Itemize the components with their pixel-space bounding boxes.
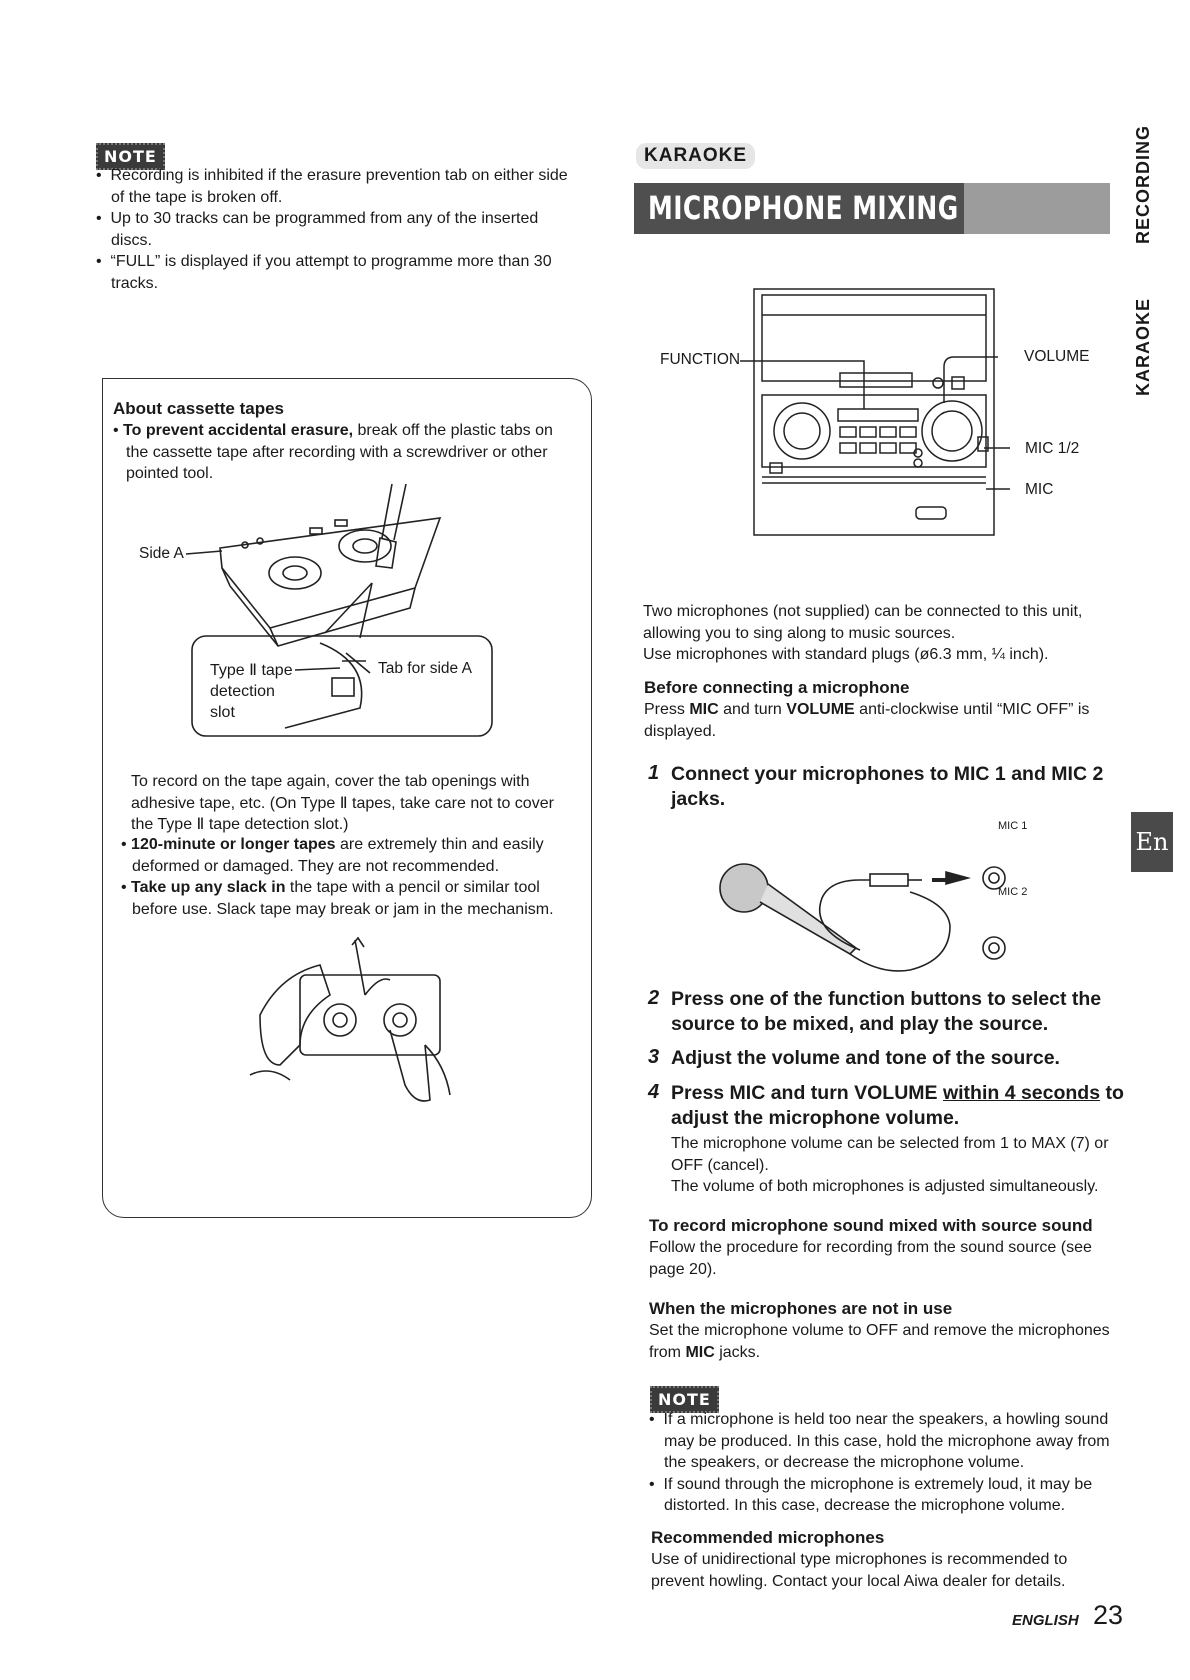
label-volume: VOLUME <box>1024 348 1090 365</box>
step-2: 2 Press one of the function buttons to select the source to be mixed, and play the source. <box>648 987 1102 1035</box>
recommended-mics: Recommended microphones Use of unidirectional type microphones is recommended to prevent howling. Contact your local Aiwa dealer for details. <box>651 1528 1068 1590</box>
record-mixed: To record microphone sound mixed with source sound Follow the procedure for recording from the sound source (see page 20). <box>649 1216 1093 1278</box>
box-items: • 120-minute or longer tapes are extremely thin and easily deformed or damaged. They are not recommended. • Take up any slack in the tape with a pencil or similar tool before use. Slack tape may break or jam in the mechanism. <box>121 836 554 918</box>
hands-cassette-figure <box>240 935 470 1110</box>
page-title: MICROPHONE MIXING <box>648 189 959 227</box>
label-mic1: MIC 1 <box>998 820 1028 832</box>
section-label-karaoke: KARAOKE <box>636 143 755 169</box>
box-paragraph: To record on the tape again, cover the tab openings with adhesive tape, etc. (On Type Ⅱ tapes, take care not to cover the Type Ⅱ tape detection slot.) <box>131 773 554 833</box>
cassette-figure <box>110 478 580 748</box>
box-item-erasure: • To prevent accidental erasure, break off the plastic tabs on the cassette tape after recording with a screwdriver or other pointed tool. <box>113 422 553 482</box>
side-tab-karaoke: KARAOKE <box>1133 298 1153 397</box>
note-badge-left: NOTE <box>96 143 165 170</box>
language-tab: En <box>1131 812 1173 872</box>
label-tab-side-a: Tab for side A <box>378 660 472 677</box>
step-4: 4 Press MIC and turn VOLUME within 4 seconds to adjust the microphone volume. The microphone volume can be selected from 1 to MAX (7) or OFF (cancel). The volume of both microphones is adjusted simultaneously. <box>648 1081 1124 1195</box>
label-mic: MIC <box>1025 481 1054 498</box>
box-title: About cassette tapes <box>113 399 284 418</box>
before-connecting: Before connecting a microphone Press MIC and turn VOLUME anti-clockwise until “MIC OFF” is displayed. <box>644 678 1090 740</box>
note-item: • Recording is inhibited if the erasure prevention tab on either side of the tape is broken off. <box>96 165 582 208</box>
note-item: • If sound through the microphone is extremely loud, it may be distorted. In this case, decrease the microphone volume. <box>649 1474 1121 1517</box>
step-3: 3 Adjust the volume and tone of the source. <box>648 1046 1060 1069</box>
side-tab-recording: RECORDING <box>1133 125 1153 245</box>
stereo-unit-figure <box>740 285 1010 540</box>
title-bar <box>634 183 1110 234</box>
microphone-figure <box>710 830 1030 980</box>
label-mic2: MIC 2 <box>998 886 1028 898</box>
footer-language: ENGLISH <box>1012 1612 1079 1629</box>
label-side-a: Side A <box>139 545 184 562</box>
note-list-right <box>649 1409 1121 1517</box>
note-item: • Up to 30 tracks can be programmed from any of the inserted discs. <box>96 208 582 251</box>
note-badge-right: NOTE <box>650 1386 719 1413</box>
note-list-left <box>96 165 582 294</box>
intro-text: Two microphones (not supplied) can be connected to this unit, allowing you to sing along to music sources. Use microphones with standard plugs (ø6.3 mm, ¼ inch). <box>643 603 1083 663</box>
label-function: FUNCTION <box>660 351 741 368</box>
label-mic12: MIC 1/2 <box>1025 440 1080 457</box>
page-number: 23 <box>1093 1600 1124 1630</box>
step-1: 1 Connect your microphones to MIC 1 and MIC 2 jacks. <box>648 762 1104 810</box>
label-type2-slot: Type Ⅱ tape detection slot <box>210 662 293 721</box>
note-item: • “FULL” is displayed if you attempt to programme more than 30 tracks. <box>96 251 582 294</box>
not-in-use: When the microphones are not in use Set the microphone volume to OFF and remove the microphones from MIC jacks. <box>649 1299 1110 1361</box>
note-item: • If a microphone is held too near the speakers, a howling sound may be produced. In this case, hold the microphone away from the speakers, or decrease the microphone volume. <box>649 1409 1121 1474</box>
